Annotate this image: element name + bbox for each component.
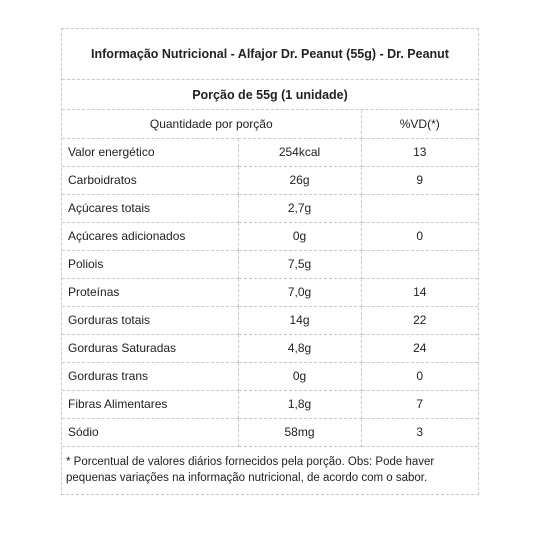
nutrient-vd: [361, 250, 478, 278]
table-row: [62, 306, 478, 334]
nutrient-quantity: 4,8g: [238, 334, 361, 362]
table-row: [62, 362, 478, 390]
nutrient-name: Açúcares adicionados: [62, 222, 238, 250]
nutrient-quantity: 58mg: [238, 418, 361, 446]
nutrient-vd: [361, 194, 478, 222]
header-row: [62, 110, 478, 138]
nutrition-title: Informação Nutricional - Alfajor Dr. Peanut (55g) - Dr. Peanut: [62, 29, 478, 80]
nutrient-quantity: 7,5g: [238, 250, 361, 278]
table-row: [62, 334, 478, 362]
nutrient-name: Sódio: [62, 418, 238, 446]
table-row: [62, 250, 478, 278]
nutrient-vd: 24: [361, 334, 478, 362]
nutrient-name: Fibras Alimentares: [62, 390, 238, 418]
nutrient-quantity: 26g: [238, 166, 361, 194]
nutrient-vd: 9: [361, 166, 478, 194]
nutrient-vd: 0: [361, 362, 478, 390]
nutrient-quantity: 7,0g: [238, 278, 361, 306]
nutrient-name: Gorduras trans: [62, 362, 238, 390]
nutrition-facts-table: [61, 28, 479, 495]
nutrient-name: Açúcares totais: [62, 194, 238, 222]
nutrient-vd: 14: [361, 278, 478, 306]
nutrient-quantity: 1,8g: [238, 390, 361, 418]
nutrient-vd: 0: [361, 222, 478, 250]
table-row: [62, 390, 478, 418]
portion-size: Porção de 55g (1 unidade): [62, 80, 478, 110]
nutrient-vd: 7: [361, 390, 478, 418]
nutrient-quantity: 2,7g: [238, 194, 361, 222]
table-row: [62, 278, 478, 306]
table-row: [62, 138, 478, 166]
quantity-header: Quantidade por porção: [62, 110, 361, 138]
nutrient-quantity: 0g: [238, 362, 361, 390]
nutrient-quantity: 14g: [238, 306, 361, 334]
table-row: [62, 222, 478, 250]
footnote: * Porcentual de valores diários fornecidos pela porção. Obs: Pode haver pequenas variações na informação nutricional, de acordo com o sabor.: [66, 455, 435, 484]
nutrient-quantity: 254kcal: [238, 138, 361, 166]
nutrients-table: [62, 110, 478, 447]
nutrient-name: Carboidratos: [62, 166, 238, 194]
nutrient-quantity: 0g: [238, 222, 361, 250]
nutrient-name: Poliois: [62, 250, 238, 278]
table-row: [62, 194, 478, 222]
table-row: [62, 418, 478, 446]
nutrient-vd: 22: [361, 306, 478, 334]
nutrient-vd: 3: [361, 418, 478, 446]
nutrient-name: Gorduras totais: [62, 306, 238, 334]
nutrient-name: Proteínas: [62, 278, 238, 306]
nutrient-name: Gorduras Saturadas: [62, 334, 238, 362]
vd-header: %VD(*): [361, 110, 478, 138]
table-row: [62, 166, 478, 194]
nutrient-name: Valor energético: [62, 138, 238, 166]
nutrient-vd: 13: [361, 138, 478, 166]
